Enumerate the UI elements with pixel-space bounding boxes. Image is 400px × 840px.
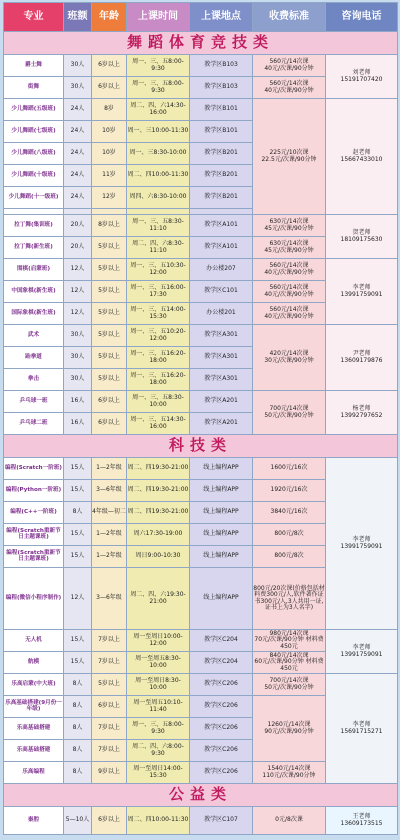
class-size: 16人	[64, 413, 92, 435]
age-requirement: 5岁以上	[92, 347, 127, 369]
class-time: 周二、四19:30-21:00	[127, 480, 190, 502]
class-time: 周一至周日14:00-15:30	[127, 762, 190, 784]
table-row	[4, 99, 398, 121]
class-time: 周一、三、五8:30-10:00	[127, 391, 190, 413]
class-size: 30人	[64, 77, 92, 99]
class-size: 5—10人	[64, 807, 92, 835]
class-size: 8人	[64, 674, 92, 696]
course-name: 编程(Python一阶班)	[4, 480, 64, 502]
class-size: 12人	[64, 303, 92, 325]
age-requirement: 7岁以上	[92, 718, 127, 740]
class-time: 周二、四19:30-21:00	[127, 502, 190, 524]
class-time: 周一、三、五14:00-15:30	[127, 303, 190, 325]
table-row	[4, 630, 398, 652]
fee-standard: 1260元/14次课 90元/次课/90分钟	[253, 696, 326, 762]
table-body	[4, 32, 398, 835]
course-name: 秦腔	[4, 807, 64, 835]
header-fee: 收费标准	[253, 3, 326, 32]
class-location: 教学区A301	[190, 325, 253, 347]
age-requirement: 3—6年级	[92, 480, 127, 502]
class-time: 周一、三、五16:00-17:30	[127, 281, 190, 303]
header-place: 上课地点	[190, 3, 253, 32]
class-size: 8人	[64, 718, 92, 740]
age-requirement: 10岁	[92, 121, 127, 143]
age-requirement: 6岁以上	[92, 696, 127, 718]
class-size: 15人	[64, 524, 92, 546]
class-size: 12人	[64, 568, 92, 630]
age-requirement: 12岁	[92, 187, 127, 209]
class-time: 周日9:00-10:30	[127, 546, 190, 568]
section-title: 公益类	[4, 784, 398, 807]
age-requirement: 7岁以上	[92, 740, 127, 762]
class-time: 周一至周日8:30-10:00	[127, 674, 190, 696]
contact-phone: 李老师 13991759091	[326, 259, 398, 325]
table-row	[4, 674, 398, 696]
age-requirement: 6岁以上	[92, 77, 127, 99]
class-size: 12人	[64, 281, 92, 303]
class-size: 20人	[64, 237, 92, 259]
section-row	[4, 435, 398, 458]
class-location: 线上编程APP	[190, 524, 253, 546]
class-time: 周二、四19:30-21:00	[127, 458, 190, 480]
section-row	[4, 784, 398, 807]
class-size: 15人	[64, 546, 92, 568]
contact-phone: 李老师 15691715271	[326, 674, 398, 784]
class-location: 教学区C206	[190, 718, 253, 740]
class-location: 线上编程APP	[190, 480, 253, 502]
class-time: 周一、三、五8:30-11:10	[127, 215, 190, 237]
fee-standard: 560元/14次课 40元/次课/90分钟	[253, 303, 326, 325]
class-time: 周一、三、五8:00-9:30	[127, 718, 190, 740]
class-location: 教学区C206	[190, 762, 253, 784]
class-time: 周二、四10:00-11:30	[127, 165, 190, 187]
class-location: 教学区C206	[190, 674, 253, 696]
course-name: 乐高基础搭建	[4, 740, 64, 762]
course-name: 中国象棋(新生班)	[4, 281, 64, 303]
age-requirement: 11岁	[92, 165, 127, 187]
class-time: 周一、三、五16:20-18:00	[127, 369, 190, 391]
table-row	[4, 391, 398, 413]
table-row	[4, 259, 398, 281]
fee-standard: 800元/8次	[253, 546, 326, 568]
header-size: 班额	[64, 3, 92, 32]
age-requirement: 7岁以上	[92, 630, 127, 652]
contact-phone: 刘老师 15191707420	[326, 55, 398, 99]
fee-standard: 3840元/16次	[253, 502, 326, 524]
course-name: 编程(Scratch重新节日主题课班)	[4, 524, 64, 546]
fee-standard: 700元/14次课 50元/次课/90分钟	[253, 391, 326, 435]
section-title: 舞蹈体育竞技类	[4, 32, 398, 55]
course-name: 编程(微信小程序制作)	[4, 568, 64, 630]
course-name: 武术	[4, 325, 64, 347]
course-name: 乐高基础搭建(9月份一年级)	[4, 696, 64, 718]
course-name: 乒乓球二班	[4, 413, 64, 435]
class-time: 周一、三、五8:00-9:30	[127, 55, 190, 77]
course-name: 无人机	[4, 630, 64, 652]
age-requirement: 8岁	[92, 99, 127, 121]
header-tel: 咨询电话	[326, 3, 398, 32]
fee-standard: 225元/10次课 22.5元/次课/90分钟	[253, 99, 326, 215]
header-time: 上课时间	[127, 3, 190, 32]
contact-phone: 李老师 13991759091	[326, 458, 398, 630]
fee-standard: 1600元/16次	[253, 458, 326, 480]
course-name: 拉丁舞(集训班)	[4, 215, 64, 237]
header-row	[4, 3, 398, 32]
class-location: 办公楼207	[190, 259, 253, 281]
course-name: 少儿舞蹈(八级班)	[4, 143, 64, 165]
class-location: 教学区C101	[190, 281, 253, 303]
class-size: 24人	[64, 121, 92, 143]
class-location: 教学区B201	[190, 143, 253, 165]
course-name: 拳击	[4, 369, 64, 391]
contact-phone: 李老师 13991759091	[326, 630, 398, 674]
class-time: 周一、三、五10:30-12:00	[127, 259, 190, 281]
class-time: 周二、四、六14:30-16:00	[127, 99, 190, 121]
fee-standard: 630元/14次课 45元/次课/90分钟	[253, 237, 326, 259]
fee-standard: 0元/8次课	[253, 807, 326, 835]
fee-standard: 1920元/16次	[253, 480, 326, 502]
class-time: 周一、三10:00-11:30	[127, 121, 190, 143]
age-requirement: 5岁以上	[92, 281, 127, 303]
class-location: 教学区B201	[190, 187, 253, 209]
fee-standard: 560元/14次课 40元/次课/90分钟	[253, 55, 326, 77]
fee-standard: 560元/14次课 40元/次课/90分钟	[253, 259, 326, 281]
contact-phone: 赵老师 15667433010	[326, 99, 398, 215]
class-location: 教学区A201	[190, 413, 253, 435]
class-location: 教学区A101	[190, 237, 253, 259]
table-row	[4, 215, 398, 237]
contact-phone: 贺老师 18109175630	[326, 215, 398, 259]
course-name: 乐高启蒙(中大班)	[4, 674, 64, 696]
class-size: 16人	[64, 391, 92, 413]
class-location: 教学区C204	[190, 652, 253, 674]
class-location: 教学区B101	[190, 121, 253, 143]
course-name: 爵士舞	[4, 55, 64, 77]
class-location: 教学区A101	[190, 215, 253, 237]
fee-standard: 560元/14次课 40元/次课/90分钟	[253, 281, 326, 303]
age-requirement: 1—2年级	[92, 546, 127, 568]
age-requirement: 1—2年级	[92, 458, 127, 480]
class-size: 30人	[64, 55, 92, 77]
course-name: 街舞	[4, 77, 64, 99]
age-requirement: 5岁以上	[92, 325, 127, 347]
fee-standard: 980元/14次课 70元/次课/90分钟 材料费450元	[254, 630, 324, 650]
class-location: 线上编程APP	[190, 502, 253, 524]
header-age: 年龄	[92, 3, 127, 32]
age-requirement: 6岁以上	[92, 807, 127, 835]
course-name: 国际象棋(新生班)	[4, 303, 64, 325]
class-size: 24人	[64, 99, 92, 121]
course-name: 乐高基础搭建	[4, 718, 64, 740]
age-requirement: 1—2年级	[92, 524, 127, 546]
course-name: 跆拳道	[4, 347, 64, 369]
age-requirement: 5岁以上	[92, 303, 127, 325]
section-row	[4, 32, 398, 55]
contact-phone: 杨老师 13992797652	[326, 391, 398, 435]
class-time: 周一至周五10:10-11:40	[127, 696, 190, 718]
class-time: 周二、四10:00-11:30	[127, 807, 190, 835]
class-size: 24人	[64, 187, 92, 209]
class-location: 办公楼201	[190, 303, 253, 325]
course-name: 拉丁舞(新生班)	[4, 237, 64, 259]
age-requirement: 6岁以上	[92, 391, 127, 413]
age-requirement: 3—6年级	[92, 568, 127, 630]
fee-standard: 1540元/14次课 110元/次课/90分钟	[253, 762, 326, 784]
class-size: 15人	[64, 480, 92, 502]
class-time: 周一至周五8:30-10:00	[127, 652, 190, 674]
class-time: 周一、三、五8:00-9:30	[127, 77, 190, 99]
age-requirement: 8岁以上	[92, 215, 127, 237]
class-time: 周一至周日10:00-12:00	[127, 630, 190, 652]
course-name: 编程(Scratch重新节日主题课班)	[4, 546, 64, 568]
course-name: 乐高编程	[4, 762, 64, 784]
class-size: 8人	[64, 740, 92, 762]
course-name: 少儿舞蹈(五级班)	[4, 99, 64, 121]
course-name: 乒乓球一班	[4, 391, 64, 413]
fee-standard: 630元/14次课 45元/次课/90分钟	[253, 215, 326, 237]
class-size: 8人	[64, 502, 92, 524]
fee-standard: 800元/8次	[253, 524, 326, 546]
age-requirement: 4年级—初二	[92, 502, 127, 524]
class-time: 周二、四、六8:30-11:10	[127, 237, 190, 259]
table-row	[4, 325, 398, 347]
age-requirement: 5岁以上	[92, 369, 127, 391]
class-time: 周六17:30-19:00	[127, 524, 190, 546]
class-location: 教学区B103	[190, 77, 253, 99]
class-location: 教学区C206	[190, 740, 253, 762]
class-location: 教学区B201	[190, 165, 253, 187]
age-requirement: 6岁以上	[92, 55, 127, 77]
class-size: 30人	[64, 347, 92, 369]
fee-standard: 560元/14次课 40元/次课/90分钟	[253, 77, 326, 99]
class-location: 教学区B101	[190, 99, 253, 121]
class-size: 8人	[64, 696, 92, 718]
class-location: 教学区A201	[190, 391, 253, 413]
table-row	[4, 458, 398, 480]
age-requirement: 6岁以上	[92, 413, 127, 435]
course-name: 少儿舞蹈(七级班)	[4, 121, 64, 143]
class-time: 周四、六8:30-10:00	[127, 187, 190, 209]
class-time: 周二、四、六19:30-21:00	[127, 568, 190, 630]
age-requirement: 7岁以上	[92, 652, 127, 674]
class-time: 周一、三8:30-10:00	[127, 143, 190, 165]
class-time: 周一、三、五10:20-12:00	[127, 325, 190, 347]
header-major: 专业	[4, 3, 64, 32]
class-time: 周二、四、六8:00-9:30	[127, 740, 190, 762]
fee-standard: 700元/14次课 50元/次课/90分钟	[253, 674, 326, 696]
fee-standard: 800元/20次课(价格包括材料费300元/人,软件著作证书300元/人,3人共用一证,证书上为3人名字)	[253, 568, 326, 630]
course-name: 围棋(启蒙班)	[4, 259, 64, 281]
class-size: 24人	[64, 143, 92, 165]
contact-phone: 尹老师 13609179876	[326, 325, 398, 391]
age-requirement: 5岁以上	[92, 674, 127, 696]
class-location: 教学区A301	[190, 347, 253, 369]
fee-standard: 420元/14次课 30元/次课/90分钟	[253, 325, 326, 391]
class-size: 24人	[64, 165, 92, 187]
class-time: 周一、三、五14:30-16:00	[127, 413, 190, 435]
course-name: 航模	[4, 652, 64, 674]
class-size: 15人	[64, 652, 92, 674]
class-location: 线上编程APP	[190, 546, 253, 568]
class-size: 30人	[64, 369, 92, 391]
class-location: 教学区C204	[190, 630, 253, 652]
class-size: 15人	[64, 630, 92, 652]
class-time: 周一、三、五16:20-18:00	[127, 347, 190, 369]
table-row	[4, 55, 398, 77]
class-location: 教学区C206	[190, 696, 253, 718]
course-name: 少儿舞蹈(十一级班)	[4, 187, 64, 209]
course-name: 编程(Scratch一阶班)	[4, 458, 64, 480]
table-row	[4, 807, 398, 835]
section-title: 科技类	[4, 435, 398, 458]
contact-phone: 王老师 13609173515	[326, 807, 398, 835]
class-location: 线上编程APP	[190, 568, 253, 630]
fee-standard: 840元/14次课 60元/次课/90分钟 材料费450元	[254, 652, 324, 672]
course-schedule-table	[3, 2, 398, 835]
age-requirement: 9岁以上	[92, 762, 127, 784]
class-size: 15人	[64, 458, 92, 480]
class-size: 20人	[64, 215, 92, 237]
class-size: 12人	[64, 259, 92, 281]
class-size: 30人	[64, 325, 92, 347]
class-size: 8人	[64, 762, 92, 784]
class-location: 线上编程APP	[190, 458, 253, 480]
age-requirement: 5岁以上	[92, 237, 127, 259]
course-name: 少儿舞蹈(十级班)	[4, 165, 64, 187]
course-name: 编程(C++一阶班)	[4, 502, 64, 524]
age-requirement: 5岁以上	[92, 259, 127, 281]
age-requirement: 10岁	[92, 143, 127, 165]
class-location: 教学区A301	[190, 369, 253, 391]
class-location: 教学区C107	[190, 807, 253, 835]
class-location: 教学区B103	[190, 55, 253, 77]
